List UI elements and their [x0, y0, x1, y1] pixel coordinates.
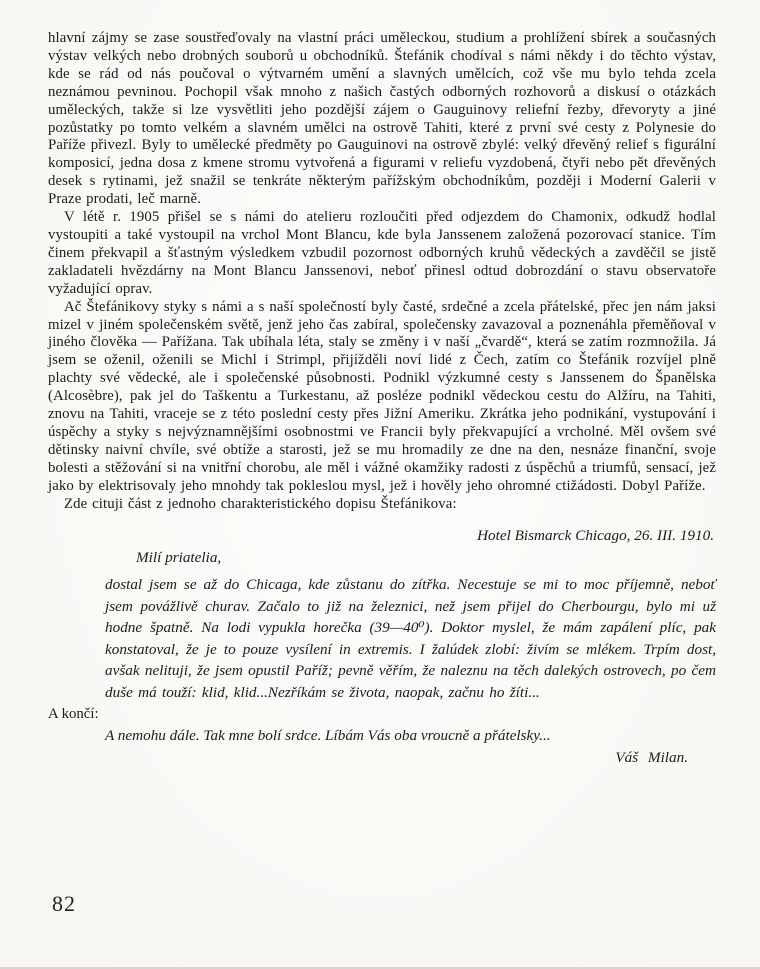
- letter-dateline: Hotel Bismarck Chicago, 26. III. 1910.: [477, 527, 714, 545]
- paragraph-letter-intro: Zde cituji část z jednoho charakteristického dopisu Štefánikova:: [64, 495, 457, 512]
- text-block: [48, 30, 716, 768]
- paragraph-continuation: hlavní zájmy se zase soustřeďovaly na vlastní práci uměleckou, studium a prohlížení sbírek a současných výstav velkých nebo drobných souborů u obchodníků. Štefánik chodíval s námi někdy i do těchto výstav, kde se rád od nás poučoval o výtvarném umění a slavných umělcích, což vše mu bylo tehda zcela neznámou pevninou. Pochopil však mnoho z našich častých odborných rozhovorů a diskusí o otázkách uměleckých, takže si lze vysvětliti jeho pozdější zájem o Gauguinovy reliefní řezby, dřevoryty a jiné pozůstatky po tomto velkém a slavném umělci na ostrově Tahiti, které z první své cesty z Polynesie do Paříže přivezl. Byly to umělecké předměty po Gauguinovi na ostrově zbylé: velký dřevěný relief s figurální komposicí, jedna dosa z kmene stromu vytvořená a figurami v reliefu vyzdobená, čtyři nebo pět dřevěných desek s rytinami, jež snažil se tenkráte některým pařížským obchodníkům, později i Moderní Galerii v Praze prodati, leč marně.: [48, 30, 716, 208]
- letter-body: dostal jsem se až do Chicaga, kde zůstanu do zítřka. Necestuje se mi to moc příjemně, neboť jsem povážlivě churav. Začalo to již na železnici, než jsem přijel do Cherbourgu, bylo mi už hodne špatně. Na lodi vypukla horečka (39—40⁰). Doktor myslel, že mám zapálení plíc, pak konstatoval, že je to pouze vysílení in extremis. I žalúdek zlobí: živím se mlékem. Trpím dost, avšak nelituji, že jsem opustil Paříž; pevně věřím, že naleznu na těch dalekých ostrovech, po čem duše má touží: klid, klid...Nezříkám se života, naopak, začnu ho žíti...: [105, 576, 716, 701]
- letter-interjection: A končí:: [48, 705, 99, 722]
- letter-closing-line: A nemohu dále. Tak mne bolí srdce. Líbám Vás oba vroucně a přátelsky...: [105, 727, 551, 745]
- quoted-letter: [48, 526, 716, 768]
- page-number: 82: [52, 891, 76, 916]
- letter-salutation: Milí priatelia,: [136, 549, 222, 567]
- letter-signature: Váš Milan.: [615, 748, 688, 766]
- paragraph-mont-blanc: V létě r. 1905 přišel se s námi do atelieru rozloučiti před odjezdem do Chamonix, odkudž hodlal vystoupiti a také vystoupil na vrchol Mont Blancu, kde byla Janssenem založená pozorovací stanice. Tím činem překvapil a šťastným výsledkem vzbudil pozornost odborných kruhů vědeckých a zavděčil se jistě zakladateli hvězdárny na Mont Blancu Janssenovi, neboť přinesl odtud dobrozdání o stavu observatoře vyžadující oprav.: [48, 209, 716, 297]
- paragraph-stefanik-travels: Ač Štefánikovy styky s námi a s naší společností byly časté, srdečné a zcela přátelské, přec jen nám jaksi mizel v jiném společenském světě, jenž jeho čas zabíral, společensky zavazoval a poznenáhla přeměňoval v jiného člověka — Pařížana. Tak ubíhala léta, staly se změny i v naší „čvardě“, která se zatím rozmnožila. Já jsem se oženil, oženili se Michl i Strimpl, přijížděli noví lidé z Čech, zatím co Štefánik rozvíjel plně plachty své vědecké, ale i společenské působnosti. Podnikl výzkumné cesty s Janssenem do Španělska (Alcosèbre), pak jel do Taškentu a Turkestanu, až posléze podnikl vědeckou cestu do Alžíru, na Tahiti, znovu na Tahiti, vraceje se z této poslední cesty přes Jižní Ameriku. Zkrátka jeho podnikání, vystupování i úspěchy a styky s nejvýznamnějšími osobnostmi ve Francii byly překvapující a vrcholné. Měl ovšem své dětinsky naivní chvíle, své obtíže a starosti, jež se mu hromadily ze dne na den, nesnáze finanční, svoje bolesti a stěžování si na vnitřní chorobu, ale měl i vážné okamžiky radosti z úspěchů a triumfů, sensací, jež jako by elektrisovaly jeho mnohdy tak pokleslou mysl, jež i hověly jeho ohromné ctižádosti. Dobyl Paříže.: [48, 298, 716, 494]
